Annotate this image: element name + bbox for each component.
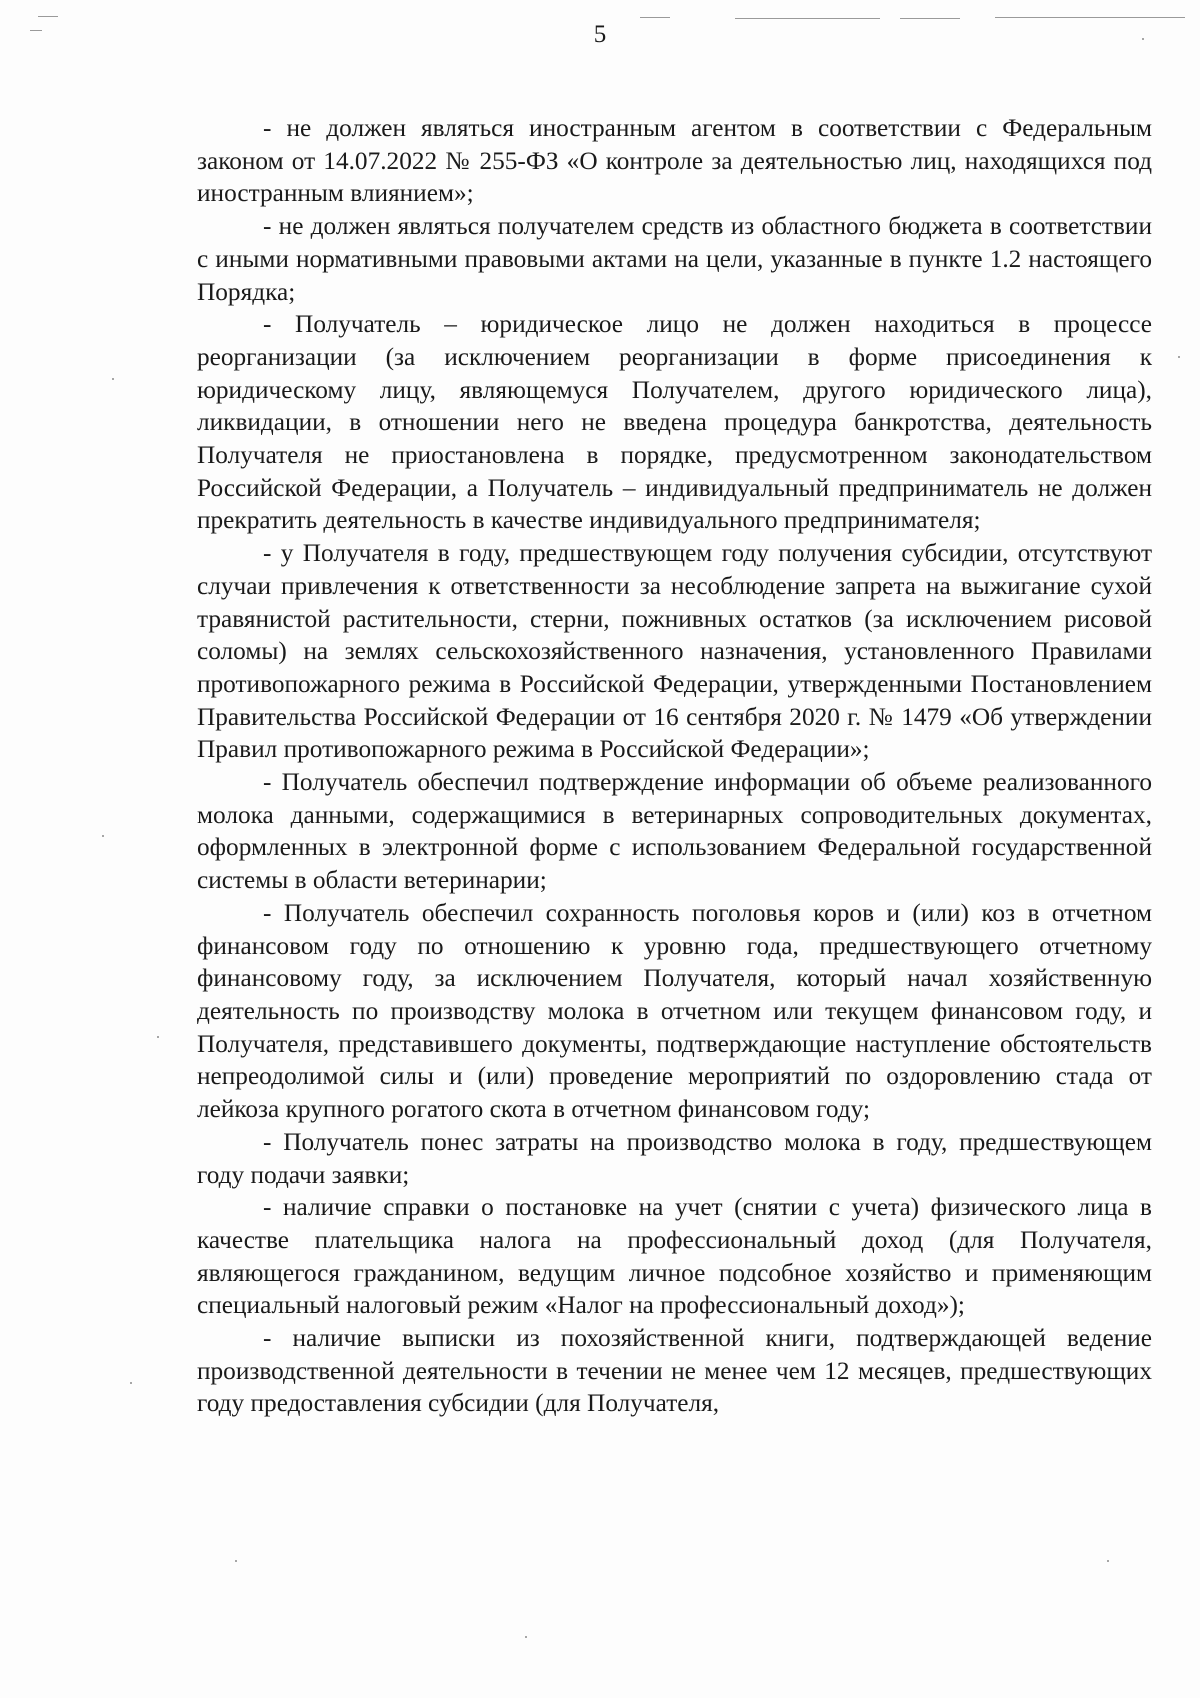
scan-speck <box>1107 1560 1109 1562</box>
document-body <box>197 112 1152 1420</box>
scan-speck <box>525 1636 527 1638</box>
scan-artifact-line <box>735 18 880 19</box>
paragraph-production-costs: - Получатель понес затраты на производство молока в году, предшествующем году подачи заявки; <box>197 1127 1152 1189</box>
page-number: 5 <box>593 21 607 48</box>
scan-speck <box>130 1382 132 1384</box>
scan-speck <box>1178 356 1180 358</box>
scan-speck <box>112 378 114 380</box>
scan-speck <box>235 1560 237 1562</box>
paragraph-fire-safety: - у Получателя в году, предшествующем году получения субсидии, отсутствуют случаи привлечения к ответственности за несоблюдение запрета на выжигание сухой травянистой растительности, стерни, пожнивных остатков (за исключением рисовой соломы) на землях сельскохозяйственного назначения, установленного Правилами противопожарного режима в Российской Федерации, утвержденными Постановлением Правительства Российской Федерации от 16 сентября 2020 г. № 1479 «Об утверждении Правил противопожарного режима в Российской Федерации»; <box>197 539 1152 764</box>
paragraph-tax-certificate: - наличие справки о постановке на учет (снятии с учета) физического лица в качестве плательщика налога на профессиональный доход (для Получателя, являющегося гражданином, ведущим личное подсобное хозяйство и применяющим специальный налоговый режим «Налог на профессиональный доход»); <box>197 1193 1152 1320</box>
scan-speck <box>102 835 104 837</box>
scan-artifact-line <box>38 16 58 17</box>
paragraph-foreign-agent: - не должен являться иностранным агентом в соответствии с Федеральным законом от 14.07.2022 № 255-ФЗ «О контроле за деятельностью лиц, находящихся под иностранным влиянием»; <box>197 114 1152 208</box>
paragraph-household-book: - наличие выписки из похозяйственной книги, подтверждающей ведение производственной деятельности в течении не менее чем 12 месяцев, предшествующих году предоставления субсидии (для Получателя, <box>197 1324 1152 1418</box>
paragraph-regional-budget: - не должен являться получателем средств из областного бюджета в соответствии с иными нормативными правовыми актами на цели, указанные в пункте 1.2 настоящего Порядка; <box>197 212 1152 306</box>
scan-speck <box>157 1036 159 1038</box>
scan-artifact-line <box>995 17 1185 18</box>
paragraph-milk-volume: - Получатель обеспечил подтверждение информации об объеме реализованного молока данными, содержащимися в ветеринарных сопроводительных документах, оформленных в электронной форме с использованием Федеральной государственной системы в области ветеринарии; <box>197 768 1152 895</box>
paragraph-livestock: - Получатель обеспечил сохранность поголовья коров и (или) коз в отчетном финансовом году по отношению к уровню года, предшествующего отчетному финансовому году, за исключением Получателя, который начал хозяйственную деятельность по производству молока в отчетном или текущем финансовом году, и Получателя, представившего документы, подтверждающие наступление обстоятельств непреодолимой силы и (или) проведение мероприятий по оздоровлению стада от лейкоза крупного рогатого скота в отчетном финансовом году; <box>197 898 1152 1124</box>
paragraph-reorganization: - Получатель – юридическое лицо не должен находиться в процессе реорганизации (за исключением реорганизации в форме присоединения к юридическому лицу, являющемуся Получателем, другого юридического лица), ликвидации, в отношении него не введена процедура банкротства, деятельность Получателя не приостановлена в порядке, предусмотренном законодательством Российской Федерации, а Получатель – индивидуальный предприниматель не должен прекратить деятельность в качестве индивидуального предпринимателя; <box>197 310 1152 535</box>
scan-artifact-line <box>900 18 960 19</box>
scan-artifact-line <box>640 17 670 18</box>
